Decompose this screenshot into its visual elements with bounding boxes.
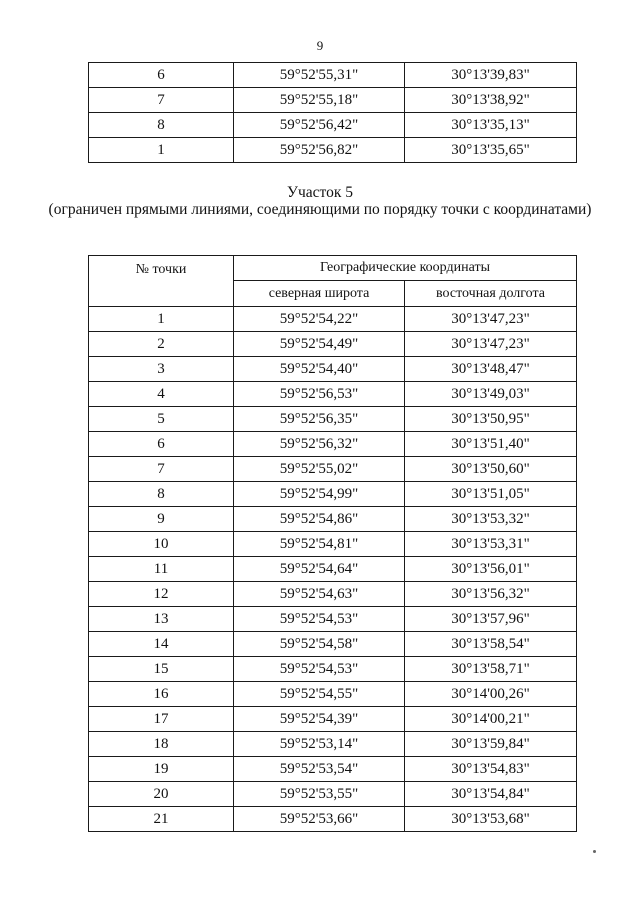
longitude-cell: 30°13'57,96" — [405, 607, 577, 632]
latitude-cell: 59°52'56,82" — [234, 138, 405, 163]
longitude-cell: 30°13'53,31" — [405, 532, 577, 557]
point-number-cell: 9 — [89, 507, 234, 532]
longitude-cell: 30°13'48,47" — [405, 357, 577, 382]
point-number-cell: 8 — [89, 113, 234, 138]
table-body — [89, 307, 577, 832]
table-row — [89, 557, 577, 582]
longitude-cell: 30°13'35,13" — [405, 113, 577, 138]
coordinates-table — [88, 255, 577, 832]
table-row — [89, 88, 577, 113]
table-header — [89, 256, 577, 307]
point-number-cell: 3 — [89, 357, 234, 382]
section-heading — [0, 184, 640, 218]
latitude-cell: 59°52'54,39" — [234, 707, 405, 732]
point-number-cell: 17 — [89, 707, 234, 732]
table-row — [89, 432, 577, 457]
table-row — [89, 782, 577, 807]
longitude-cell: 30°13'50,60" — [405, 457, 577, 482]
latitude-cell: 59°52'56,42" — [234, 113, 405, 138]
longitude-cell: 30°13'51,40" — [405, 432, 577, 457]
longitude-cell: 30°13'54,83" — [405, 757, 577, 782]
page-number: 9 — [316, 38, 324, 53]
point-number-cell: 5 — [89, 407, 234, 432]
table-row — [89, 757, 577, 782]
table-row — [89, 138, 577, 163]
latitude-cell: 59°52'54,63" — [234, 582, 405, 607]
point-number-cell: 8 — [89, 482, 234, 507]
latitude-cell: 59°52'54,55" — [234, 682, 405, 707]
longitude-cell: 30°13'53,32" — [405, 507, 577, 532]
table-row — [89, 682, 577, 707]
longitude-cell: 30°13'54,84" — [405, 782, 577, 807]
latitude-cell: 59°52'53,54" — [234, 757, 405, 782]
table-row — [89, 63, 577, 88]
latitude-cell: 59°52'54,53" — [234, 657, 405, 682]
latitude-cell: 59°52'54,81" — [234, 532, 405, 557]
latitude-cell: 59°52'56,35" — [234, 407, 405, 432]
coordinates-table-continued — [88, 62, 577, 163]
point-number-cell: 10 — [89, 532, 234, 557]
header-latitude: северная широта — [234, 281, 405, 307]
scan-mark — [593, 850, 596, 853]
point-number-cell: 2 — [89, 332, 234, 357]
table-body — [89, 63, 577, 163]
point-number-cell: 21 — [89, 807, 234, 832]
table-row — [89, 357, 577, 382]
longitude-cell: 30°13'59,84" — [405, 732, 577, 757]
table-row — [89, 332, 577, 357]
table-row — [89, 607, 577, 632]
header-point-number: № точки — [89, 256, 234, 307]
longitude-cell: 30°13'53,68" — [405, 807, 577, 832]
latitude-cell: 59°52'54,64" — [234, 557, 405, 582]
table-row — [89, 407, 577, 432]
point-number-cell: 15 — [89, 657, 234, 682]
section-subtitle: (ограничен прямыми линиями, соединяющими по порядку точки с координатами) — [48, 201, 592, 218]
latitude-cell: 59°52'54,40" — [234, 357, 405, 382]
longitude-cell: 30°13'58,54" — [405, 632, 577, 657]
point-number-cell: 18 — [89, 732, 234, 757]
longitude-cell: 30°14'00,21" — [405, 707, 577, 732]
section-title: Участок 5 — [286, 184, 353, 201]
latitude-cell: 59°52'56,32" — [234, 432, 405, 457]
point-number-cell: 6 — [89, 63, 234, 88]
longitude-cell: 30°13'50,95" — [405, 407, 577, 432]
latitude-cell: 59°52'53,66" — [234, 807, 405, 832]
latitude-cell: 59°52'55,02" — [234, 457, 405, 482]
point-number-cell: 14 — [89, 632, 234, 657]
table-row — [89, 532, 577, 557]
point-number-cell: 1 — [89, 138, 234, 163]
longitude-cell: 30°13'39,83" — [405, 63, 577, 88]
longitude-cell: 30°13'56,01" — [405, 557, 577, 582]
latitude-cell: 59°52'55,31" — [234, 63, 405, 88]
latitude-cell: 59°52'54,22" — [234, 307, 405, 332]
latitude-cell: 59°52'53,55" — [234, 782, 405, 807]
point-number-cell: 4 — [89, 382, 234, 407]
header-geo-coordinates: Географические координаты — [234, 256, 577, 281]
point-number-cell: 11 — [89, 557, 234, 582]
table-row — [89, 632, 577, 657]
point-number-cell: 16 — [89, 682, 234, 707]
longitude-cell: 30°13'47,23" — [405, 332, 577, 357]
table-row — [89, 657, 577, 682]
table-row — [89, 707, 577, 732]
table-row — [89, 582, 577, 607]
point-number-cell: 13 — [89, 607, 234, 632]
point-number-cell: 1 — [89, 307, 234, 332]
latitude-cell: 59°52'54,58" — [234, 632, 405, 657]
table-row — [89, 507, 577, 532]
point-number-cell: 7 — [89, 88, 234, 113]
point-number-cell: 6 — [89, 432, 234, 457]
latitude-cell: 59°52'54,99" — [234, 482, 405, 507]
latitude-cell: 59°52'56,53" — [234, 382, 405, 407]
latitude-cell: 59°52'54,49" — [234, 332, 405, 357]
latitude-cell: 59°52'55,18" — [234, 88, 405, 113]
table-row — [89, 307, 577, 332]
point-number-cell: 12 — [89, 582, 234, 607]
table-row — [89, 457, 577, 482]
latitude-cell: 59°52'53,14" — [234, 732, 405, 757]
longitude-cell: 30°13'58,71" — [405, 657, 577, 682]
longitude-cell: 30°13'38,92" — [405, 88, 577, 113]
longitude-cell: 30°13'56,32" — [405, 582, 577, 607]
point-number-cell: 20 — [89, 782, 234, 807]
table-row — [89, 807, 577, 832]
table-row — [89, 732, 577, 757]
table-row — [89, 113, 577, 138]
point-number-cell: 7 — [89, 457, 234, 482]
point-number-cell: 19 — [89, 757, 234, 782]
table-row — [89, 482, 577, 507]
longitude-cell: 30°13'35,65" — [405, 138, 577, 163]
latitude-cell: 59°52'54,53" — [234, 607, 405, 632]
longitude-cell: 30°13'51,05" — [405, 482, 577, 507]
longitude-cell: 30°13'49,03" — [405, 382, 577, 407]
header-longitude: восточная долгота — [405, 281, 577, 307]
longitude-cell: 30°14'00,26" — [405, 682, 577, 707]
table-row — [89, 382, 577, 407]
longitude-cell: 30°13'47,23" — [405, 307, 577, 332]
latitude-cell: 59°52'54,86" — [234, 507, 405, 532]
